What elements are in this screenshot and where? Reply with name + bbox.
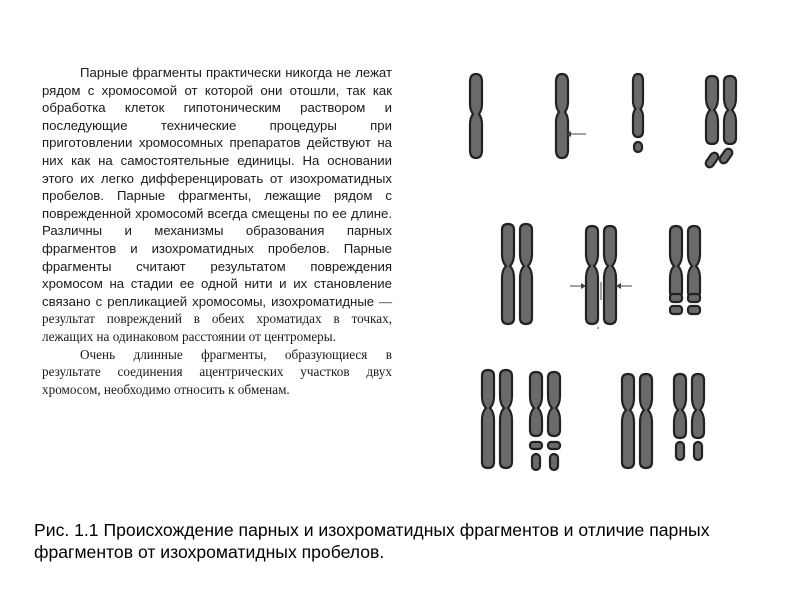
paragraph-1-serif-part: — результат повреждений в обеих хроматидах в точках, лежащих на одинаковом расстоянии от центромеры.: [42, 293, 393, 344]
chromosome-4: [704, 76, 736, 169]
paragraph-1-sans-part: Парные фрагменты практически никогда не лежат рядом с хромосомой от которой они отошли, так как обработка клеток гипотоническим раствором и последующие технические процедуры при приготовлении хромосомных препаратов действуют на них как на самостоятельные единицы. На основании этого их легко дифференцировать от изохроматидных пробелов. Парные фрагменты, лежащие рядом с поврежденной хромосомй всегда смещены по ее длине. Различны и механизмы образования парных фрагментов и изохроматидных пробелов. Парные фрагменты считают результатом повреждения хромосом на стадии ее одной нити и их становление связано с репликацией хромосомы, изохроматидные: [42, 65, 392, 309]
chromosome-2: [556, 74, 586, 158]
figure-caption: Рис. 1.1 Происхождение парных и изохроматидных фрагментов и отличие парных фрагментов от изохроматидных пробелов.: [34, 520, 710, 562]
chromosome-9: [530, 372, 560, 470]
paragraph-1: [42, 64, 392, 346]
chromosome-8: [482, 370, 512, 468]
chromosome-6: [570, 226, 632, 324]
chromosome-10: [622, 374, 652, 468]
chromosome-11: [674, 374, 704, 460]
chromosome-1: [470, 74, 482, 158]
chromosome-7: [670, 226, 700, 314]
body-text: [42, 64, 392, 398]
paragraph-2: Очень длинные фрагменты, образующиеся в результате соединения ацентрических участков двух хромосом, необходимо относить к обменам.: [42, 346, 392, 397]
chromosome-diagram: [440, 60, 800, 480]
chromosome-figure: [440, 60, 800, 480]
chromosome-3: [633, 74, 643, 152]
chromosome-5: [502, 224, 532, 324]
